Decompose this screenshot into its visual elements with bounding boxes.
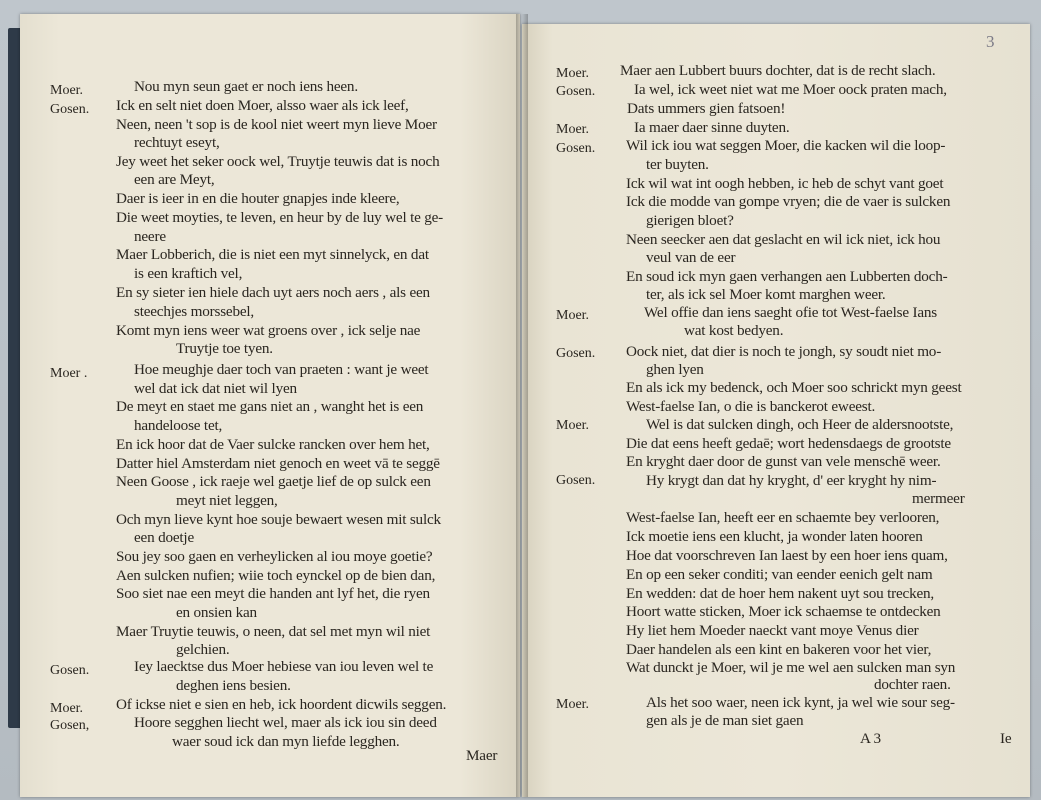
text-line: Of ickse niet e sien en heb, ick hoordent dicwils seggen. <box>116 696 447 713</box>
text-line: Hoore segghen liecht wel, maer als ick iou sin deed <box>134 714 437 731</box>
text-line: De meyt en staet me gans niet an , wanght het is een <box>116 398 424 415</box>
text-line: wat kost bedyen. <box>684 322 784 339</box>
book-gutter <box>516 14 528 797</box>
text-line: En als ick my bedenck, och Moer soo schrickt myn geest <box>626 379 962 396</box>
text-line: neere <box>134 228 166 245</box>
text-line: West-faelse Ian, heeft eer en schaemte bey verlooren, <box>626 509 940 526</box>
text-line: Och myn lieve kynt hoe souje bewaert wesen mit sulck <box>116 511 441 528</box>
text-line: Ick moetie iens een klucht, ja wonder laten hooren <box>626 528 923 545</box>
text-line: Daer handelen als een kint en bakeren voor het vier, <box>626 641 932 658</box>
text-line: Hy krygt dan dat hy kryght, d' eer kryght hy nim- <box>646 472 937 489</box>
speaker-label: Moer. <box>556 418 590 433</box>
signature-mark: A 3 <box>860 730 881 747</box>
text-line: Truytje toe tyen. <box>176 340 273 357</box>
text-line: En ick hoor dat de Vaer sulcke rancken over hem het, <box>116 436 430 453</box>
text-line: Hoe dat voorschreven Ian laest by een hoer iens quam, <box>626 547 948 564</box>
speaker-label: Gosen. <box>50 663 90 678</box>
text-line: ter buyten. <box>646 156 709 173</box>
text-line: Dats ummers gien fatsoen! <box>627 100 786 117</box>
text-line: ghen lyen <box>646 361 704 378</box>
text-line: Wel offie dan iens saeght ofie tot West-faelse Ians <box>644 304 937 321</box>
text-line: Daer is ieer in en die houter gnapjes inde kleere, <box>116 190 400 207</box>
text-line: Ick wil wat int oogh hebben, ic heb de schyt vant goet <box>626 175 944 192</box>
text-line: Maer Lobberich, die is niet een myt sinnelyck, en dat <box>116 246 429 263</box>
text-line: Oock niet, dat dier is noch te jongh, sy soudt niet mo- <box>626 343 942 360</box>
text-line: Ia maer daer sinne duyten. <box>634 119 790 136</box>
text-line: Wat dunckt je Moer, wil je me wel aen sulcken man syn <box>626 659 956 676</box>
speaker-label: Gosen. <box>556 141 596 156</box>
text-line: Die weet moyties, te leven, en heur by de luy wel te ge- <box>116 209 444 226</box>
text-line: Jey weet het seker oock wel, Truytje teuwis dat is noch <box>116 153 440 170</box>
text-line: Als het soo waer, neen ick kynt, ja wel wie sour seg- <box>646 694 955 711</box>
text-line: deghen iens besien. <box>176 677 291 694</box>
text-line: En soud ick myn gaen verhangen aen Lubberten doch- <box>626 268 948 285</box>
text-line: veul van de eer <box>646 249 736 266</box>
speaker-label: Moer. <box>50 701 84 716</box>
speaker-label: Moer . <box>50 366 88 381</box>
text-line: Maer aen Lubbert buurs dochter, dat is de recht slach. <box>620 62 936 79</box>
text-line: gierigen bloet? <box>646 212 734 229</box>
text-line: wel dat ick dat niet wil lyen <box>134 380 297 397</box>
text-line: Komt myn iens weer wat groens over , ick selje nae <box>116 322 421 339</box>
text-line: Soo siet nae een meyt die handen ant lyf het, die ryen <box>116 585 430 602</box>
text-line: En sy sieter ien hiele dach uyt aers noch aers , als een <box>116 284 430 301</box>
speaker-label: Gosen. <box>50 102 90 117</box>
text-line: gen als je de man siet gaen <box>646 712 804 729</box>
text-line: dochter raen. <box>874 676 951 693</box>
text-line: Neen Goose , ick raeje wel gaetje lief de op sulck een <box>116 473 431 490</box>
text-line: handeloose tet, <box>134 417 223 434</box>
speaker-label: Gosen. <box>556 473 596 488</box>
text-line: en onsien kan <box>176 604 257 621</box>
speaker-label: Moer. <box>556 66 590 81</box>
catchword: Maer <box>466 747 498 764</box>
text-line: Iey laecktse dus Moer hebiese van iou leven wel te <box>134 658 434 675</box>
text-line: meyt niet leggen, <box>176 492 278 509</box>
text-line: een are Meyt, <box>134 171 215 188</box>
text-line: Ick en selt niet doen Moer, alsso waer als ick leef, <box>116 97 409 114</box>
text-line: rechtuyt eseyt, <box>134 134 220 151</box>
text-line: West-faelse Ian, o die is banckerot eweest. <box>626 398 876 415</box>
speaker-label: Gosen, <box>50 718 90 733</box>
text-line: Nou myn seun gaet er noch iens heen. <box>134 78 358 95</box>
text-line: Maer Truytie teuwis, o neen, dat sel met myn wil niet <box>116 623 431 640</box>
text-line: Aen sulcken nufien; wiie toch eynckel op de bien dan, <box>116 567 436 584</box>
text-line: Hoe meughje daer toch van praeten : want je weet <box>134 361 429 378</box>
text-line: steechjes morssebel, <box>134 303 254 320</box>
text-line: Sou jey soo gaen en verheylicken al iou moye goetie? <box>116 548 433 565</box>
text-line: Datter hiel Amsterdam niet genoch en weet vā te seggē <box>116 455 440 472</box>
text-line: Ia wel, ick weet niet wat me Moer oock praten mach, <box>634 81 947 98</box>
text-line: Wil ick iou wat seggen Moer, die kacken wil die loop- <box>626 137 946 154</box>
text-line: gelchien. <box>176 641 230 658</box>
text-line: waer soud ick dan myn liefde legghen. <box>172 733 400 750</box>
text-line: is een kraftich vel, <box>134 265 243 282</box>
text-line: ter, als ick sel Moer komt marghen weer. <box>646 286 886 303</box>
catchword: Ie <box>1000 730 1012 747</box>
speaker-label: Moer. <box>556 697 590 712</box>
speaker-label: Gosen. <box>556 84 596 99</box>
speaker-label: Moer. <box>556 122 590 137</box>
text-line: Wel is dat sulcken dingh, och Heer de aldersnootste, <box>646 416 954 433</box>
text-line: Die dat eens heeft gedaē; wort hedensdaegs de grootste <box>626 435 951 452</box>
page-number: 3 <box>986 32 995 51</box>
text-line: En kryght daer door de gunst van vele menschē weer. <box>626 453 941 470</box>
text-line: Neen seecker aen dat geslacht en wil ick niet, ick hou <box>626 231 941 248</box>
text-line: mermeer <box>912 490 965 507</box>
speaker-label: Gosen. <box>556 346 596 361</box>
text-line: Ick die modde van gompe vryen; die de vaer is sulcken <box>626 193 951 210</box>
text-line: Hy liet hem Moeder naeckt vant moye Venus dier <box>626 622 919 639</box>
text-line: En wedden: dat de hoer hem nakent uyt sou trecken, <box>626 585 934 602</box>
speaker-label: Moer. <box>50 83 84 98</box>
text-line: Neen, neen 't sop is de kool niet weert myn lieve Moer <box>116 116 437 133</box>
text-line: een doetje <box>134 529 194 546</box>
text-line: En op een seker conditi; van eender eenich gelt nam <box>626 566 933 583</box>
speaker-label: Moer. <box>556 308 590 323</box>
text-line: Hoort watte sticken, Moer ick schaemse te ontdecken <box>626 603 941 620</box>
